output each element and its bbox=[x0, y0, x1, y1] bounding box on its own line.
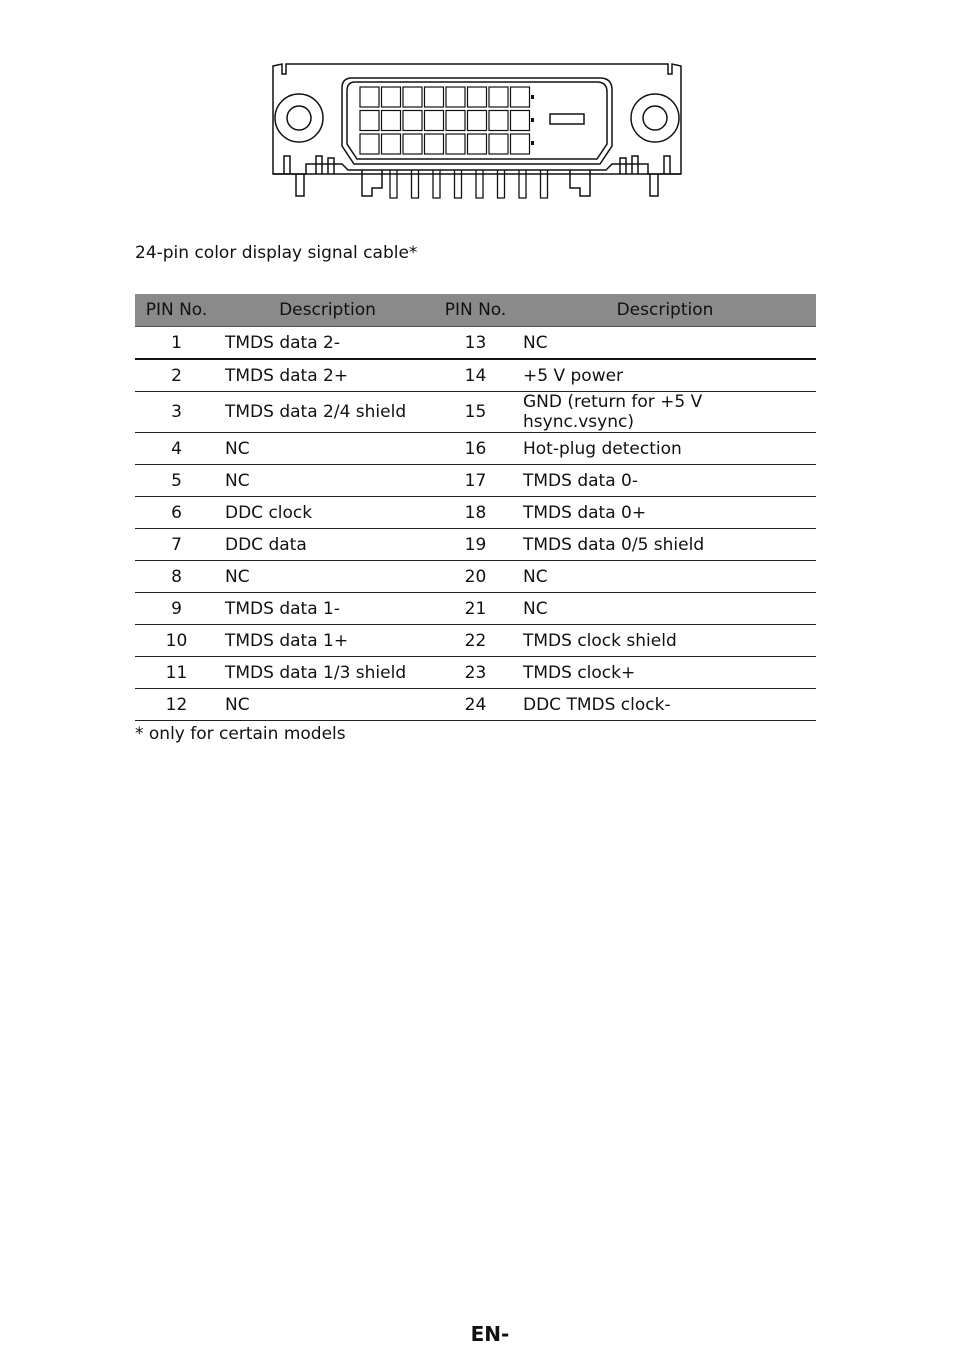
pin-number: 10 bbox=[135, 625, 218, 657]
pin-description-2: GND (return for +5 V hsync.vsync) bbox=[514, 392, 816, 433]
pin-number: 3 bbox=[135, 392, 218, 433]
base-tab bbox=[620, 158, 626, 174]
pin-description: DDC data bbox=[218, 529, 437, 561]
base-tab bbox=[328, 158, 334, 174]
footnote: * only for certain models bbox=[135, 724, 346, 744]
pin-description: NC bbox=[218, 433, 437, 465]
pin-description-2: TMDS data 0/5 shield bbox=[514, 529, 816, 561]
pin-mark bbox=[531, 95, 534, 99]
receptacle-outer bbox=[342, 78, 612, 164]
pin-number-2: 21 bbox=[437, 593, 514, 625]
table-row bbox=[135, 657, 816, 689]
pin-mark bbox=[531, 141, 534, 145]
pin-description: TMDS data 2- bbox=[218, 327, 437, 360]
col-header-pin-2: PIN No. bbox=[437, 294, 514, 327]
table-row bbox=[135, 433, 816, 465]
connector-pin-socket bbox=[425, 87, 444, 107]
pin-description-2: DDC TMDS clock- bbox=[514, 689, 816, 721]
pin-number: 2 bbox=[135, 359, 218, 392]
connector-pin-socket bbox=[403, 111, 422, 131]
connector-pin-socket bbox=[489, 87, 508, 107]
connector-pin-socket bbox=[446, 87, 465, 107]
board-lock-right bbox=[650, 174, 658, 196]
pin-number: 9 bbox=[135, 593, 218, 625]
connector-pin-socket bbox=[446, 134, 465, 154]
table-row bbox=[135, 593, 816, 625]
pin-description-2: Hot-plug detection bbox=[514, 433, 816, 465]
table-row bbox=[135, 497, 816, 529]
pin-number-2: 14 bbox=[437, 359, 514, 392]
connector-pin-socket bbox=[425, 134, 444, 154]
pin-number-2: 19 bbox=[437, 529, 514, 561]
pin-assignment-table bbox=[135, 294, 816, 721]
left-mounting-hole bbox=[275, 94, 323, 142]
pin-description: TMDS data 1/3 shield bbox=[218, 657, 437, 689]
pin-number-2: 22 bbox=[437, 625, 514, 657]
pin-grid bbox=[360, 87, 530, 154]
pin-number: 11 bbox=[135, 657, 218, 689]
pin-number: 8 bbox=[135, 561, 218, 593]
pin-number: 6 bbox=[135, 497, 218, 529]
pin-description: NC bbox=[218, 465, 437, 497]
connector-pin-socket bbox=[511, 134, 530, 154]
pin-number: 4 bbox=[135, 433, 218, 465]
connector-pin-socket bbox=[511, 111, 530, 131]
connector-pin-socket bbox=[403, 134, 422, 154]
pin-description: NC bbox=[218, 689, 437, 721]
col-header-description: Description bbox=[218, 294, 437, 327]
pin-description: TMDS data 2+ bbox=[218, 359, 437, 392]
right-mounting-hole bbox=[631, 94, 679, 142]
table-row bbox=[135, 529, 816, 561]
base-tab bbox=[664, 156, 670, 174]
board-lock-left bbox=[296, 174, 304, 196]
pin-number-2: 18 bbox=[437, 497, 514, 529]
pin-description: TMDS data 1+ bbox=[218, 625, 437, 657]
pin-number-2: 23 bbox=[437, 657, 514, 689]
connector-pin-socket bbox=[468, 134, 487, 154]
pin-number-2: 16 bbox=[437, 433, 514, 465]
pin-number-2: 17 bbox=[437, 465, 514, 497]
receptacle-inner bbox=[347, 82, 607, 159]
dvi-connector-diagram bbox=[270, 60, 684, 204]
connector-pin-socket bbox=[446, 111, 465, 131]
pin-number: 5 bbox=[135, 465, 218, 497]
table-row bbox=[135, 561, 816, 593]
left-mounting-hole-inner bbox=[287, 106, 311, 130]
connector-pin-socket bbox=[382, 134, 401, 154]
connector-pin-socket bbox=[468, 111, 487, 131]
connector-pin-socket bbox=[489, 111, 508, 131]
pin-description-2: TMDS clock+ bbox=[514, 657, 816, 689]
pin-description: NC bbox=[218, 561, 437, 593]
pin-number-2: 20 bbox=[437, 561, 514, 593]
pin-description-2: TMDS data 0+ bbox=[514, 497, 816, 529]
pin-number-2: 15 bbox=[437, 392, 514, 433]
pin-mark bbox=[531, 118, 534, 122]
right-mounting-hole-inner bbox=[643, 106, 667, 130]
pin-description-2: NC bbox=[514, 561, 816, 593]
connector-pin-socket bbox=[360, 134, 379, 154]
pin-description-2: TMDS data 0- bbox=[514, 465, 816, 497]
pin-description-2: NC bbox=[514, 593, 816, 625]
table-row bbox=[135, 689, 816, 721]
table-header-row bbox=[135, 294, 816, 327]
pin-number-2: 13 bbox=[437, 327, 514, 360]
pin-description-2: TMDS clock shield bbox=[514, 625, 816, 657]
page-footer bbox=[0, 1322, 954, 1346]
connector-pin-socket bbox=[403, 87, 422, 107]
connector-pin-socket bbox=[360, 111, 379, 131]
base-tab bbox=[316, 156, 322, 174]
table-row bbox=[135, 392, 816, 433]
pin-description-2: +5 V power bbox=[514, 359, 816, 392]
pin-number: 1 bbox=[135, 327, 218, 360]
connector-pin-socket bbox=[511, 87, 530, 107]
table-row bbox=[135, 359, 816, 392]
page-footer-label: EN- bbox=[470, 1322, 510, 1346]
connector-pin-socket bbox=[382, 87, 401, 107]
pin-description: TMDS data 2/4 shield bbox=[218, 392, 437, 433]
connector-pin-socket bbox=[468, 87, 487, 107]
ground-blade bbox=[550, 114, 584, 124]
connector-pin-socket bbox=[382, 111, 401, 131]
pin-description: DDC clock bbox=[218, 497, 437, 529]
pin-description-2: NC bbox=[514, 327, 816, 360]
pin-number-2: 24 bbox=[437, 689, 514, 721]
pin-number: 7 bbox=[135, 529, 218, 561]
col-header-description-2: Description bbox=[514, 294, 816, 327]
cable-caption: 24-pin color display signal cable* bbox=[135, 243, 418, 263]
pin-number: 12 bbox=[135, 689, 218, 721]
table-row bbox=[135, 465, 816, 497]
pin-description: TMDS data 1- bbox=[218, 593, 437, 625]
col-header-pin: PIN No. bbox=[135, 294, 218, 327]
table-row bbox=[135, 327, 816, 360]
base-tab bbox=[284, 156, 290, 174]
connector-pin-socket bbox=[489, 134, 508, 154]
table-row bbox=[135, 625, 816, 657]
connector-pin-socket bbox=[360, 87, 379, 107]
base-tab bbox=[632, 156, 638, 174]
connector-pin-socket bbox=[425, 111, 444, 131]
